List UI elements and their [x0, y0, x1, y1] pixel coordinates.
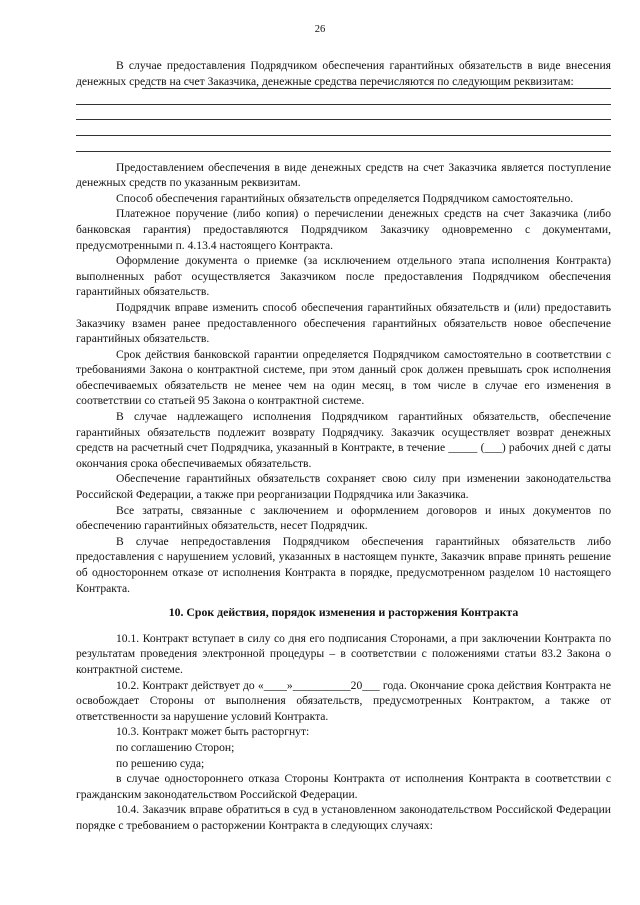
- section-title: 10. Срок действия, порядок изменения и расторжения Контракта: [168, 605, 519, 620]
- requisites-intro: В случае предоставления Подрядчиком обеспечения гарантийных обязательств в виде внесения денежных средств на счет Заказчика, денежные средства перечисляются по следующим реквизитам:: [76, 59, 611, 88]
- termination-option: в случае одностороннего отказа Стороны Контракта от исполнения Контракта в соответствии с гражданским законодательством Российской Федерации.: [76, 772, 611, 801]
- paragraph: Платежное поручение (либо копия) о перечислении денежных средств на счет Заказчика (либо банковская гарантия) предоставляются Подрядчиком Заказчику одновременно с документами, предусмотренными п. 4.13.4 настоящего Контракта.: [76, 207, 611, 252]
- page-number: 26: [314, 24, 326, 35]
- blank-line: [76, 89, 611, 105]
- paragraph: Подрядчик вправе изменить способ обеспечения гарантийных обязательств и (или) предоставить Заказчику взамен ранее предоставленного обеспечения гарантийных обязательств новое обеспечение гарантийных обязательств.: [76, 300, 611, 346]
- paragraph: Способ обеспечения гарантийных обязательств определяется Подрядчиком самостоятельно.: [116, 191, 574, 205]
- clause-10-2: 10.2. Контракт действует до «____»__________20___ года. Окончание срока действия Контракта не освобождает Стороны от выполнения обязательств, предусмотренных Контрактом, а также от ответственности за нарушение условий Контракта.: [76, 678, 611, 723]
- blank-line: [76, 105, 611, 121]
- termination-option: по соглашению Сторон;: [116, 740, 235, 754]
- paragraph: Срок действия банковской гарантии определяется Подрядчиком самостоятельно в соответствии с требованиями Закона о контрактной системе, при этом данный срок должен превышать срок исполнения обеспечиваемых обязательств не менее чем на один месяц, в том числе в случае его изменения в соответствии со статьей 95 Закона о контрактной системе.: [76, 347, 611, 408]
- page-content: [76, 58, 611, 834]
- blank-line: [76, 136, 611, 152]
- paragraph: Предоставлением обеспечения в виде денежных средств на счет Заказчика является поступление денежных средств по указанным реквизитам.: [76, 160, 611, 190]
- termination-option: по решению суда;: [116, 756, 205, 770]
- paragraph: В случае непредоставления Подрядчиком обеспечения гарантийных обязательств либо предоставления с нарушением условий, указанных в настоящем пункте, Заказчик вправе принять решение об одностороннем отказе от исполнения Контракта в порядке, предусмотренном разделом 10 настоящего Контракта.: [76, 534, 611, 595]
- clause-10-3: 10.3. Контракт может быть расторгнут:: [116, 725, 310, 739]
- paragraph: Обеспечение гарантийных обязательств сохраняет свою силу при изменении законодательства Российской Федерации, а также при реорганизации Подрядчика или Заказчика.: [76, 472, 611, 502]
- blank-line: [76, 120, 611, 136]
- paragraph: Оформление документа о приемке (за исключением отдельного этапа исполнения Контракта) выполненных работ осуществляется Заказчиком после предоставления Подрядчиком обеспечения гарантийных обязательств.: [76, 254, 611, 299]
- requisites-blank: [142, 77, 611, 89]
- paragraph: Все затраты, связанные с заключением и оформлением договоров и иных документов по обеспечению гарантийных обязательств, несет Подрядчик.: [76, 503, 611, 533]
- paragraph: В случае надлежащего исполнения Подрядчиком гарантийных обязательств, обеспечение гарантийных обязательств подлежит возврату Подрядчику. Заказчик осуществляет возврат денежных средств на расчетный счет Подрядчика, указанный в Контракте, в течение _____ (___) рабочих дней с даты окончания срока обеспечиваемых обязательств.: [76, 410, 611, 470]
- clause-10-4: 10.4. Заказчик вправе обратиться в суд в установленном законодательством Российской Федерации порядке с требованием о расторжении Контракта в следующих случаях:: [76, 803, 611, 832]
- clause-10-1: 10.1. Контракт вступает в силу со дня его подписания Сторонами, а при заключении Контракта по результатам проведения электронной процедуры – в соответствии с положениями статьи 83.2 Закона о контрактной системе.: [76, 631, 611, 676]
